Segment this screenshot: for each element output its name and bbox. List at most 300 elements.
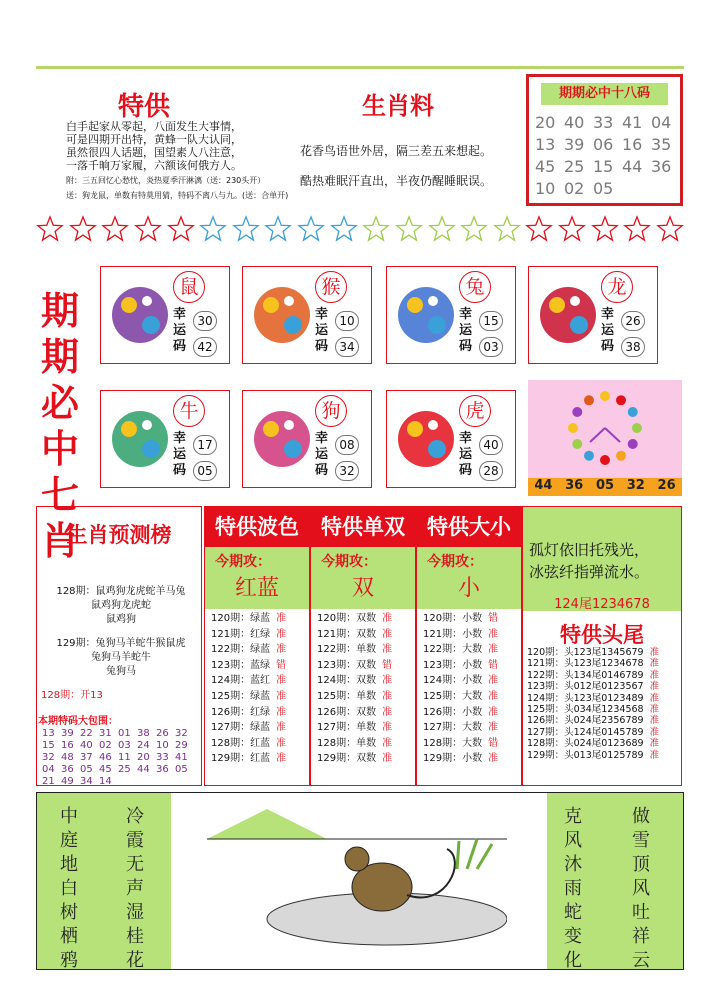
history-status: 准 (488, 675, 499, 687)
history-text: 128期：大数 (423, 737, 483, 749)
special-column (310, 506, 416, 786)
history-status: 错 (488, 659, 499, 671)
zodiac-paper-cut-icon (249, 399, 315, 479)
lucky-code-label: 幸运码 (315, 307, 329, 354)
head-tail-row (527, 704, 659, 715)
history-text: 120期：双数 (317, 613, 377, 624)
head-tail-status: 准 (649, 738, 660, 750)
code-number: 16 (622, 135, 643, 154)
bigbag-number: 37 (80, 752, 93, 763)
head-tail-row (527, 693, 659, 704)
zodiac-card (242, 390, 372, 488)
history-row (317, 611, 415, 627)
right-poem-line: 冰弦纤指弹流水。 (529, 563, 650, 581)
head-tail-row (527, 670, 659, 681)
clock-number: 44 (534, 478, 553, 493)
clock-dot (628, 407, 638, 417)
history-status: 准 (382, 737, 393, 749)
mid-poem (300, 136, 520, 196)
bigbag-number: 34 (80, 776, 93, 787)
head-tail-status: 准 (649, 681, 660, 693)
star-icon (134, 214, 162, 244)
lucky-number: 26 (621, 311, 645, 331)
history-status: 准 (382, 628, 393, 640)
history-row (317, 673, 415, 689)
bigbag-number: 21 (42, 776, 55, 787)
lucky-number: 32 (335, 461, 359, 481)
history-row (211, 689, 309, 705)
bigbag-number: 02 (99, 740, 112, 751)
history-row (317, 627, 415, 643)
prediction-line: 鼠鸡狗 (106, 614, 136, 625)
bigbag-number: 32 (175, 728, 188, 739)
history-text: 126期：小数 (423, 706, 483, 718)
lucky-code-label: 幸运码 (459, 431, 473, 478)
code-number: 20 (535, 113, 556, 132)
history-text: 121期：红绿 (211, 628, 271, 640)
prediction-line: 129期：兔狗马羊蛇牛猴鼠虎 (56, 638, 186, 649)
bottom-left-area (37, 793, 171, 969)
bigbag-number: 46 (99, 752, 112, 763)
history-text: 123期：小数 (423, 659, 483, 671)
attack-area (311, 547, 415, 609)
head-tail-text: 122期：头134尾0146789 (527, 669, 644, 681)
head-tail-row (527, 658, 659, 669)
history-row (211, 642, 309, 658)
history-status: 准 (382, 690, 393, 702)
star-icon (591, 214, 619, 244)
code-number: 05 (593, 179, 614, 198)
star-icon (330, 214, 358, 244)
code-number: 10 (535, 179, 556, 198)
history-text: 124期：双数 (317, 675, 377, 687)
bigbag-number: 29 (175, 740, 188, 751)
history-text: 121期：小数 (423, 628, 483, 640)
history-text: 122期：大数 (423, 644, 483, 656)
zodiac-card (100, 266, 230, 364)
lucky-code-label: 幸运码 (173, 307, 187, 354)
head-tail-text: 123期：头012尾0123567 (527, 681, 644, 693)
head-tail-status: 准 (649, 669, 660, 681)
bigbag-number: 05 (175, 764, 188, 775)
bigbag-number: 32 (42, 752, 55, 763)
note-line: 附：三五回忆心愁忧，炎热夏季汗淋漓（送：230头开） (66, 176, 266, 185)
code-number: 40 (564, 113, 585, 132)
history-text: 129期：小数 (423, 753, 483, 765)
lucky-number: 28 (479, 461, 503, 481)
head-tail-text: 126期：头024尾2356789 (527, 715, 644, 727)
history-text: 129期：双数 (317, 753, 377, 765)
history-text: 125期：单数 (317, 690, 377, 702)
lucky-code-label: 幸运码 (173, 431, 187, 478)
history-status: 准 (382, 675, 393, 687)
bigbag-number: 36 (61, 764, 74, 775)
history-status: 准 (488, 644, 499, 656)
bigbag-number: 25 (118, 764, 131, 775)
history-status: 准 (276, 644, 287, 656)
star-icon (525, 214, 553, 244)
attack-label: 今期攻： (215, 554, 271, 570)
bigbag-number: 01 (118, 728, 131, 739)
head-tail-text: 129期：头013尾0125789 (527, 749, 644, 761)
column-title: 特供单双 (311, 507, 415, 547)
history-row (317, 658, 415, 674)
star-icon (199, 214, 227, 244)
history-row (211, 611, 309, 627)
prediction-open: 128期：开13 (41, 690, 103, 701)
zodiac-name: 兔 (459, 271, 491, 303)
bigbag-number: 11 (118, 752, 131, 763)
history-row (423, 689, 521, 705)
history-text: 125期：大数 (423, 690, 483, 702)
lucky-number: 30 (193, 311, 217, 331)
bigbag-number: 22 (80, 728, 93, 739)
code-number: 36 (651, 157, 672, 176)
mid-poem-line: 酷热难眠汗直出，半夜仍醒睡眠误。 (300, 174, 493, 188)
history-status: 准 (488, 753, 499, 765)
top-divider (36, 66, 684, 69)
history-status: 准 (382, 722, 393, 734)
star-icon (167, 214, 195, 244)
vertical-poem-column: 做雪顶风吐祥云 (632, 806, 650, 971)
prediction-line: 兔狗马羊蛇牛 (91, 652, 151, 663)
code-number: 45 (535, 157, 556, 176)
star-icon (623, 214, 651, 244)
history-row (211, 720, 309, 736)
code-number: 06 (593, 135, 614, 154)
bigbag-number: 13 (42, 728, 55, 739)
lucky-number: 15 (479, 311, 503, 331)
clock-dot (616, 451, 626, 461)
history-text: 126期：红绿 (211, 706, 271, 718)
history-text: 127期：绿蓝 (211, 722, 271, 734)
history-status: 错 (382, 659, 393, 671)
zodiac-paper-cut-icon (249, 275, 315, 355)
head-tail-text: 121期：头123尾1234678 (527, 658, 644, 670)
history-row (423, 705, 521, 721)
zodiac-name: 猴 (315, 271, 347, 303)
zodiac-paper-cut-icon (107, 399, 173, 479)
poem-line: 白手起家从零起，八面发生大事情， (66, 120, 242, 133)
bigbag-number: 16 (61, 740, 74, 751)
code-number: 13 (535, 135, 556, 154)
tegong-notes (66, 173, 306, 203)
zodiac-card (386, 390, 516, 488)
bigbag-number: 36 (156, 764, 169, 775)
history-row (423, 673, 521, 689)
star-icon (656, 214, 684, 244)
zodiac-card (100, 390, 230, 488)
history-status: 准 (276, 675, 287, 687)
bigbag-number: 15 (42, 740, 55, 751)
bigbag-number: 04 (42, 764, 55, 775)
head-tail-row (527, 727, 659, 738)
star-icon (395, 214, 423, 244)
clock-dot (600, 391, 610, 401)
attack-area (417, 547, 521, 609)
star-icon (428, 214, 456, 244)
history-status: 准 (488, 722, 499, 734)
history-status: 准 (276, 628, 287, 640)
zodiac-name: 牛 (173, 395, 205, 427)
right-poem (529, 539, 679, 583)
head-tail-row (527, 738, 659, 749)
column-title: 特供波色 (205, 507, 309, 547)
history-row (317, 751, 415, 767)
poem-line: 一落千晌万家履，六额该何俄方人。 (66, 159, 242, 172)
attack-label: 今期攻： (427, 554, 483, 570)
bigbag-number: 20 (137, 752, 150, 763)
clock-numbers (528, 478, 682, 496)
attack-value: 小 (457, 576, 480, 601)
code-number: 44 (622, 157, 643, 176)
right-poem-line: 孤灯依旧托残光， (529, 541, 650, 559)
code-number: 35 (651, 135, 672, 154)
history-status: 准 (276, 737, 287, 749)
attack-value: 双 (351, 576, 374, 601)
lucky-number: 34 (335, 337, 359, 357)
history-text: 120期：绿蓝 (211, 613, 271, 624)
star-row (36, 214, 684, 254)
history-text: 124期：小数 (423, 675, 483, 687)
history-text: 127期：大数 (423, 722, 483, 734)
history-status: 错 (488, 613, 499, 624)
bigbag-number: 38 (137, 728, 150, 739)
history-text: 127期：单数 (317, 722, 377, 734)
history-text: 128期：红蓝 (211, 737, 271, 749)
history-row (211, 673, 309, 689)
bigbag-number: 31 (99, 728, 112, 739)
clock-dot (616, 395, 626, 405)
clock-dot (584, 395, 594, 405)
zodiac-name: 龙 (601, 271, 633, 303)
clock-dot (600, 455, 610, 465)
history-status: 准 (276, 722, 287, 734)
history-text: 122期：绿蓝 (211, 644, 271, 656)
history-row (423, 751, 521, 767)
history-status: 准 (382, 644, 393, 656)
vertical-poem-column: 冷霞无声湿桂花 (126, 806, 144, 971)
tail-text: 124尾1234678 (554, 597, 650, 612)
head-tail-text: 125期：头034尾1234568 (527, 704, 644, 716)
history-status: 准 (276, 753, 287, 765)
history-text: 126期：双数 (317, 706, 377, 718)
bigbag-number: 49 (61, 776, 74, 787)
history-row (211, 736, 309, 752)
prediction-line: 128期：鼠鸡狗龙虎蛇羊马兔 (56, 586, 186, 597)
shengxiao-title: 生肖料 (362, 92, 434, 120)
code-number: 25 (564, 157, 585, 176)
lucky-number: 38 (621, 337, 645, 357)
history-text: 122期：单数 (317, 644, 377, 656)
head-tail-text: 128期：头024尾0123689 (527, 738, 644, 750)
vertical-poem-column: 克风沐雨蛇变化 (564, 806, 582, 971)
history-status: 准 (382, 753, 393, 765)
history-text: 128期：单数 (317, 737, 377, 749)
history-status: 错 (276, 659, 287, 671)
history-text: 120期：小数 (423, 613, 483, 624)
vertical-poem-column: 中庭地白树栖鸦 (60, 806, 78, 971)
tegong-poem (66, 120, 296, 172)
star-icon (232, 214, 260, 244)
clock-number: 05 (595, 478, 615, 493)
clock-number: 32 (626, 478, 645, 493)
prediction-line: 鼠鸡狗龙虎蛇 (91, 600, 151, 611)
note-line: 送：狗龙鼠，单数有特莫用猜，特码不离八与九。(送：合单开) (66, 191, 289, 200)
zodiac-paper-cut-icon (107, 275, 173, 355)
history-status: 准 (382, 706, 393, 718)
history-row (423, 642, 521, 658)
bottom-panel (36, 792, 684, 970)
code-number: 02 (564, 179, 585, 198)
prediction-line: 兔狗马 (106, 666, 136, 677)
lucky-number: 40 (479, 435, 503, 455)
clock-number: 26 (657, 478, 676, 493)
head-tail-status: 准 (649, 647, 660, 658)
prediction-title: 生肖预测榜 (66, 523, 172, 547)
bigbag-number: 44 (137, 764, 150, 775)
clock-dot (568, 423, 578, 433)
history-text: 123期：双数 (317, 659, 377, 671)
head-tail-status: 准 (649, 726, 660, 738)
bigbag-number: 14 (99, 776, 112, 787)
eighteen-codes-grid (529, 105, 680, 198)
code-number: 15 (593, 157, 614, 176)
history-status: 准 (488, 690, 499, 702)
history-text: 121期：双数 (317, 628, 377, 640)
eighteen-codes-box (526, 74, 683, 206)
history-row (317, 705, 415, 721)
zodiac-name: 狗 (315, 395, 347, 427)
lucky-number: 05 (193, 461, 217, 481)
zodiac-card (386, 266, 516, 364)
clock-dot (632, 423, 642, 433)
head-tail-status: 准 (649, 715, 660, 727)
head-tail-row (527, 647, 659, 658)
zodiac-paper-cut-icon (393, 399, 459, 479)
history-row (423, 627, 521, 643)
zodiac-name: 鼠 (173, 271, 205, 303)
head-tail-title: 特供头尾 (560, 623, 644, 647)
lucky-number: 42 (193, 337, 217, 357)
history-status: 准 (488, 706, 499, 718)
head-tail-row (527, 681, 659, 692)
special-column (204, 506, 310, 786)
history-row (211, 627, 309, 643)
mid-poem-line: 花香鸟语世外居，隔三差五来想起。 (300, 144, 493, 158)
zodiac-paper-cut-icon (393, 275, 459, 355)
bigbag-number: 41 (175, 752, 188, 763)
star-icon (101, 214, 129, 244)
star-icon (264, 214, 292, 244)
bigbag-number: 24 (137, 740, 150, 751)
history-row (211, 751, 309, 767)
star-icon (36, 214, 64, 244)
clock-dot (572, 439, 582, 449)
head-tail-text: 120期：头123尾1345679 (527, 647, 644, 658)
history-status: 准 (276, 706, 287, 718)
attack-label: 今期攻： (321, 554, 377, 570)
zodiac-card (528, 266, 658, 364)
star-icon (69, 214, 97, 244)
bigbag-number: 39 (61, 728, 74, 739)
zodiac-card (242, 266, 372, 364)
code-number: 33 (593, 113, 614, 132)
star-icon (493, 214, 521, 244)
history-text: 123期：蓝绿 (211, 659, 271, 671)
history-status: 准 (276, 613, 287, 624)
lucky-code-label: 幸运码 (459, 307, 473, 354)
clock-dot (628, 439, 638, 449)
history-row (211, 705, 309, 721)
lucky-number: 17 (193, 435, 217, 455)
history-row (423, 720, 521, 736)
history-row (211, 658, 309, 674)
tegong-title: 特供 (118, 92, 171, 122)
code-number: 04 (651, 113, 672, 132)
poem-line: 可是四期开出特，黄蜂一队大认同， (66, 133, 242, 146)
attack-area (205, 547, 309, 609)
poem-line: 虽然很四人话题，国望素人八注意， (66, 146, 242, 159)
bigbag-number: 48 (61, 752, 74, 763)
history-status: 错 (488, 737, 499, 749)
bigbag-number: 03 (118, 740, 131, 751)
clock-dot (584, 451, 594, 461)
history-status: 准 (382, 613, 393, 624)
history-row (317, 720, 415, 736)
bigbag-grid (42, 728, 194, 787)
star-icon (362, 214, 390, 244)
head-tail-row (527, 715, 659, 726)
history-status: 准 (488, 628, 499, 640)
clock-dot (572, 407, 582, 417)
history-row (423, 611, 521, 627)
clock-icon (528, 380, 682, 480)
head-tail-row (527, 750, 659, 761)
lucky-code-label: 幸运码 (315, 431, 329, 478)
head-tail-status: 准 (649, 749, 660, 761)
bigbag-number: 33 (156, 752, 169, 763)
head-tail-status: 准 (649, 704, 660, 716)
attack-value: 红蓝 (234, 576, 279, 601)
bigbag-title: 本期特码大包围： (38, 716, 118, 727)
special-column (416, 506, 522, 786)
history-text: 124期：蓝红 (211, 675, 271, 687)
history-row (423, 736, 521, 752)
bigbag-number: 05 (80, 764, 93, 775)
lucky-number: 10 (335, 311, 359, 331)
head-tail-panel (522, 506, 682, 786)
bigbag-number: 40 (80, 740, 93, 751)
zodiac-name: 虎 (459, 395, 491, 427)
star-icon (460, 214, 488, 244)
head-tail-text: 127期：头124尾0145789 (527, 726, 644, 738)
lucky-code-label: 幸运码 (601, 307, 615, 354)
lucky-number: 08 (335, 435, 359, 455)
history-status: 准 (276, 690, 287, 702)
code-number: 39 (564, 135, 585, 154)
lucky-number: 03 (479, 337, 503, 357)
history-text: 129期：红蓝 (211, 753, 271, 765)
history-row (317, 736, 415, 752)
bigbag-number: 10 (156, 740, 169, 751)
head-tail-status: 准 (649, 692, 660, 704)
bigbag-number: 26 (156, 728, 169, 739)
bigbag-number: 45 (99, 764, 112, 775)
monkey-illustration (207, 799, 507, 965)
seven-zodiac-label: 期期必中七肖 (40, 289, 79, 563)
history-row (317, 642, 415, 658)
